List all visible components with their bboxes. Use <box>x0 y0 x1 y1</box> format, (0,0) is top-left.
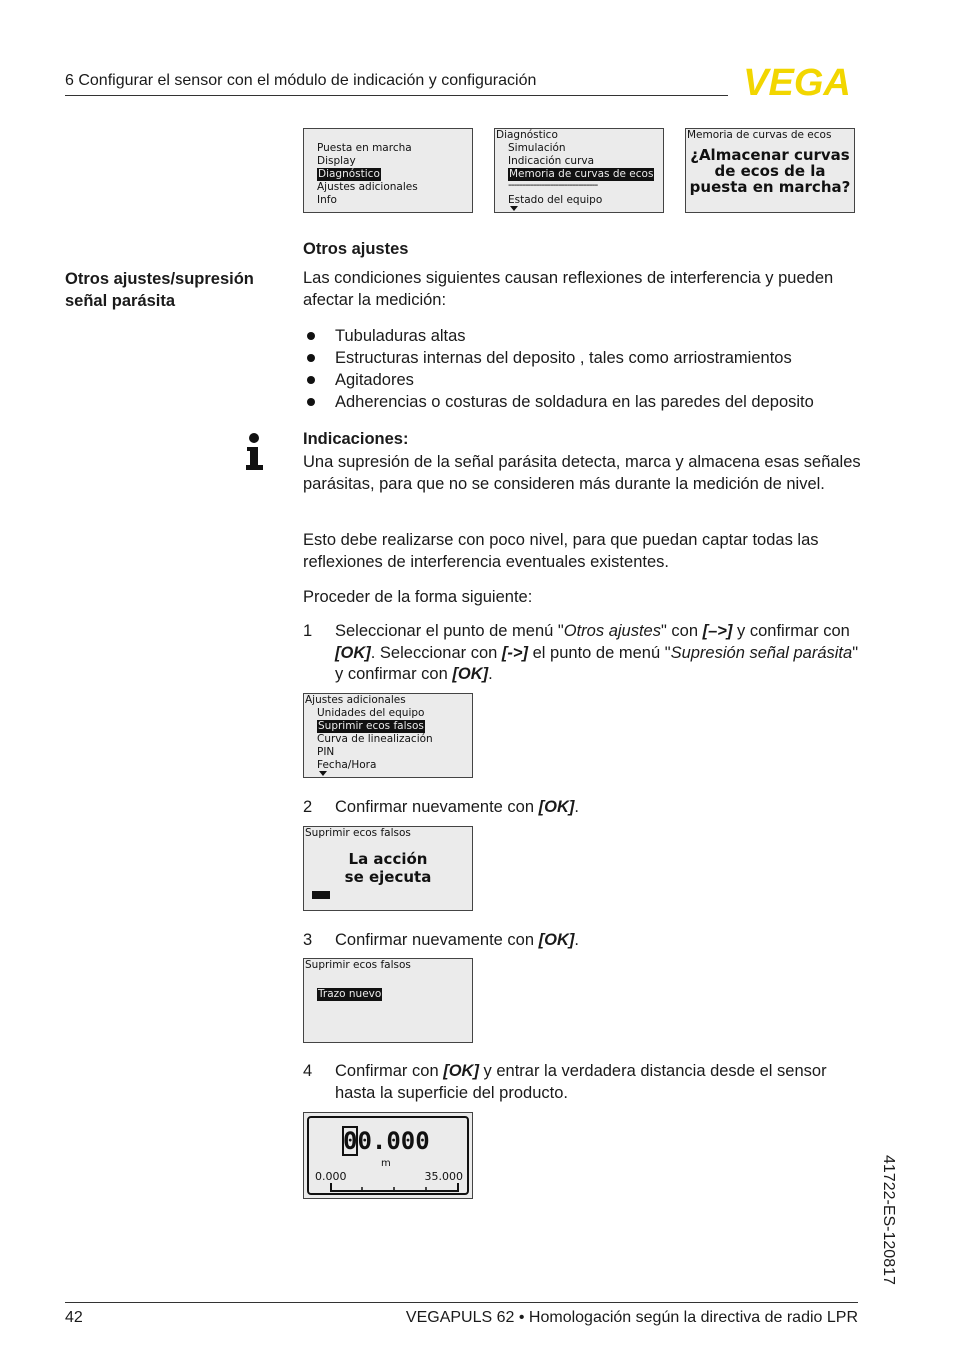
header-rule <box>65 95 728 96</box>
section-heading: Otros ajustes <box>303 240 409 258</box>
menu-item: Fecha/Hora <box>317 759 377 771</box>
lcd-title: Memoria de curvas de ecos <box>687 129 832 141</box>
step-4: 4 Confirmar con [OK] y entrar la verdadera distancia desde el sensor hasta la superficie del producto. <box>303 1062 827 1102</box>
footer-rule <box>65 1302 858 1303</box>
lcd-title: Suprimir ecos falsos <box>305 959 411 971</box>
lcd-echo-memory <box>685 128 855 213</box>
scroll-down-icon <box>510 206 518 212</box>
lcd-additional-settings <box>303 693 473 778</box>
svg-text:VEGA: VEGA <box>743 62 851 102</box>
scale-max-label: 35.000 <box>424 1170 463 1183</box>
scale-bar <box>330 1183 460 1193</box>
lcd-title: Ajustes adicionales <box>305 694 406 706</box>
menu-item: Estado del equipo <box>508 194 603 206</box>
note-paragraph: Esto debe realizarse con poco nivel, para que puedan captar todas las reflexiones de interferencia eventuales existentes. <box>303 531 819 571</box>
note-paragraph: Una supresión de la señal parásita detecta, marca y almacena esas señales parásitas, para que no se consideren más durante la medición de nivel. <box>303 453 861 493</box>
step-2: 2 Confirmar nuevamente con [OK]. <box>303 797 863 819</box>
svg-text:41722-ES-120817: 41722-ES-120817 <box>880 1155 897 1285</box>
step-number: 2 <box>303 798 313 816</box>
running-header: 6 Configurar el sensor con el módulo de indicación y configuración <box>65 72 537 89</box>
footer-title: VEGAPULS 62 • Homologación según la directiva de radio LPR <box>405 1309 858 1326</box>
lcd-question-line: puesta en marcha? <box>689 178 851 196</box>
document-code <box>870 1155 900 1305</box>
menu-item: PIN <box>317 746 335 758</box>
vega-logo <box>735 62 859 102</box>
page-number: 42 <box>65 1309 83 1326</box>
menu-item-selected: Trazo nuevo <box>318 988 382 1000</box>
menu-item: Simulación <box>508 142 566 154</box>
lcd-main-menu <box>303 128 473 213</box>
menu-item-selected: Suprimir ecos falsos <box>318 720 424 732</box>
menu-item: Info <box>317 194 337 206</box>
menu-item-selected: Memoria de curvas de ecos <box>509 168 654 180</box>
edit-cursor: 0 <box>343 1127 358 1155</box>
note-title: Indicaciones: <box>303 430 409 448</box>
menu-item: Ajustes adicionales <box>317 181 418 193</box>
menu-item: Unidades del equipo <box>317 707 425 719</box>
menu-separator: -------------------------------- <box>508 179 598 191</box>
menu-item: Indicación curva <box>508 155 595 167</box>
side-label: Otros ajustes/supresión señal parásita <box>65 270 254 310</box>
menu-item: Curva de linealización <box>317 733 433 745</box>
distance-value: 00.000 <box>343 1127 430 1155</box>
lcd-title: Suprimir ecos falsos <box>305 827 411 839</box>
step-1: 1 Seleccionar el punto de menú "Otros ajustes" con [–>] y confirmar con [OK]. Seleccionar con [->] el punto de menú "Supresión señal parásita" y confirmar con [OK]. <box>303 622 859 683</box>
lcd-new-trace <box>303 958 473 1043</box>
list-item: Estructuras internas del deposito , tales como arriostramientos <box>303 347 863 369</box>
list-item: Adherencias o costuras de soldadura en las paredes del deposito <box>303 391 863 413</box>
scroll-down-icon <box>319 771 327 777</box>
step-number: 4 <box>303 1062 313 1080</box>
list-item: Agitadores <box>303 369 863 391</box>
scale-min-label: 0.000 <box>315 1170 347 1183</box>
lcd-title: Diagnóstico <box>496 129 558 141</box>
list-item: Tubuladuras altas <box>303 325 863 347</box>
lcd-question-line: de ecos de la <box>714 162 826 180</box>
bullet-list <box>303 325 863 413</box>
unit-label: m <box>381 1158 391 1169</box>
menu-item: Puesta en marcha <box>317 142 412 154</box>
step-3: 3 Confirmar nuevamente con [OK]. <box>303 930 863 952</box>
menu-item-selected: Diagnóstico <box>318 168 380 180</box>
lcd-executing <box>303 826 473 911</box>
info-icon <box>244 432 266 472</box>
lcd-distance-entry <box>303 1112 473 1199</box>
lcd-message-line: se ejecuta <box>344 868 432 886</box>
lcd-question-line: ¿Almacenar curvas <box>690 146 850 164</box>
step-number: 1 <box>303 622 313 640</box>
progress-block <box>312 891 330 899</box>
step-number: 3 <box>303 931 313 949</box>
lcd-diagnostics-menu <box>494 128 664 213</box>
menu-item: Display <box>317 155 356 167</box>
intro-paragraph: Las condiciones siguientes causan reflexiones de interferencia y pueden afectar la medición: <box>303 269 834 309</box>
note-paragraph: Proceder de la forma siguiente: <box>303 588 533 606</box>
lcd-message-line: La acción <box>348 850 428 868</box>
